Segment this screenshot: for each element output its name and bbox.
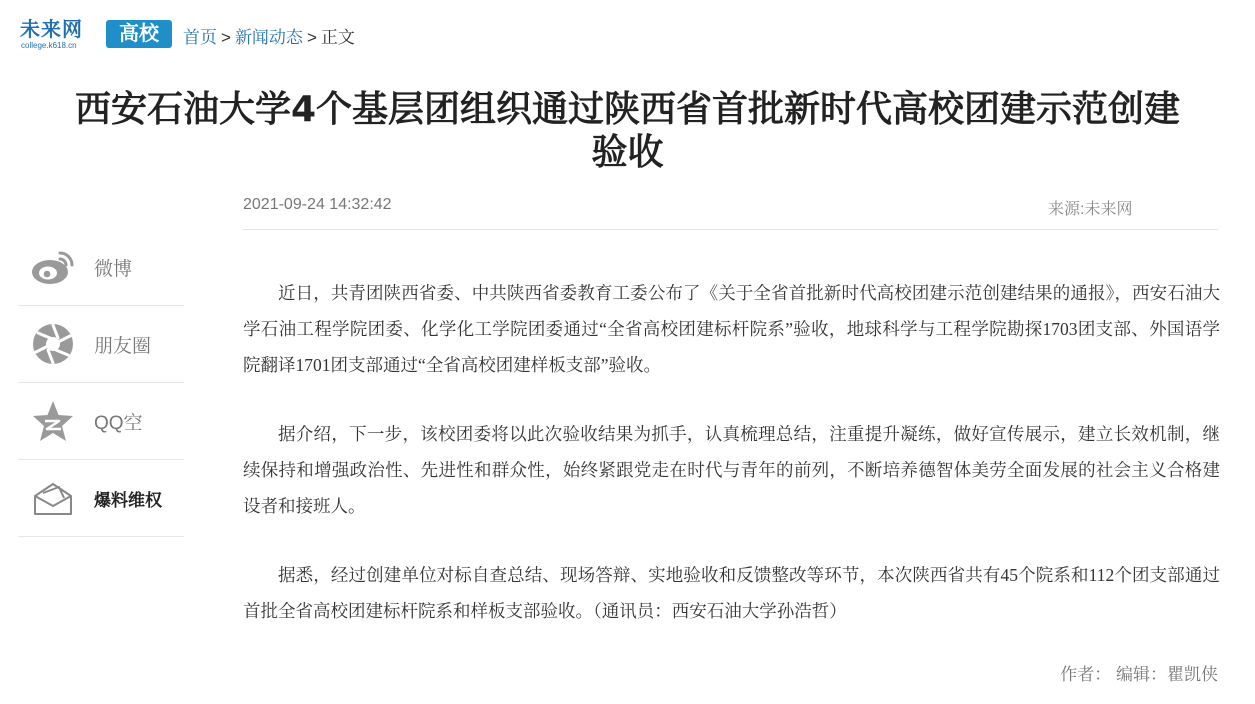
breadcrumb-separator: > [306,28,317,47]
breadcrumb-home-link[interactable]: 首页 [183,28,217,47]
author-editor-line: 作者： 编辑：瞿凯侠 [1060,665,1218,684]
share-sidebar [18,229,184,537]
article-paragraph: 据介绍，下一步，该校团委将以此次验收结果为抓手，认真梳理总结，注重提升凝练，做好宣传展示，建立长效机制，继续保持和增强政治性、先进性和群众性，始终紧跟党走在时代与青年的前列，不断培养德智体美劳全面发展的社会主义合格建设者和接班人。 [243,424,1220,516]
article-source: 来源:未来网 [1048,201,1133,218]
article-date: 2021-09-24 14:32:42 [243,196,392,213]
article-paragraph: 近日，共青团陕西省委、中共陕西省委教育工委公布了《关于全省首批新时代高校团建示范创建结果的通报》，西安石油大学石油工程学院团委、化学化工学院团委通过“全省高校团建标杆院系”验收，地球科学与工程学院勘探1703团支部、外国语学院翻译1701团支部通过“全省高校团建样板支部”验收。 [243,283,1220,375]
article-title-line2: 验收 [591,132,664,173]
meta-divider [243,229,1218,230]
logo-badge: 高校 [106,20,172,48]
breadcrumb-separator: > [221,28,231,47]
share-moments-label: 朋友圈 [94,335,152,357]
article-paragraph: 据悉，经过创建单位对标自查总结、现场答辩、实地验收和反馈整改等环节，本次陕西省共有45个院系和112个团支部通过首批全省高校团建标杆院系和样板支部验收。（通讯员：西安石油大学孙浩哲） [243,565,1220,621]
share-weibo-label: 微博 [94,258,133,280]
share-moments-button[interactable] [18,306,184,383]
article-body [243,275,1220,662]
article-title [0,88,1255,174]
share-weibo-button[interactable] [18,229,184,306]
breadcrumb [183,28,355,48]
breadcrumb-news-link[interactable]: 新闻动态 [234,28,303,47]
report-label: 爆料维权 [94,490,162,510]
report-envelope-icon [30,475,76,521]
share-qzone-button[interactable] [18,383,184,460]
site-logo[interactable] [20,18,159,52]
share-qzone-label: QQ空 [94,412,143,434]
logo-text: 未来网 [20,19,83,41]
report-button[interactable] [18,460,184,537]
logo-domain: college.k618.cn [21,41,77,50]
weibo-icon [30,244,76,290]
qzone-star-icon [30,398,76,444]
breadcrumb-current: 正文 [320,28,355,47]
article-title-line1: 西安石油大学4个基层团组织通过陕西省首批新时代高校团建示范创建 [74,89,1181,130]
moments-icon [30,321,76,367]
